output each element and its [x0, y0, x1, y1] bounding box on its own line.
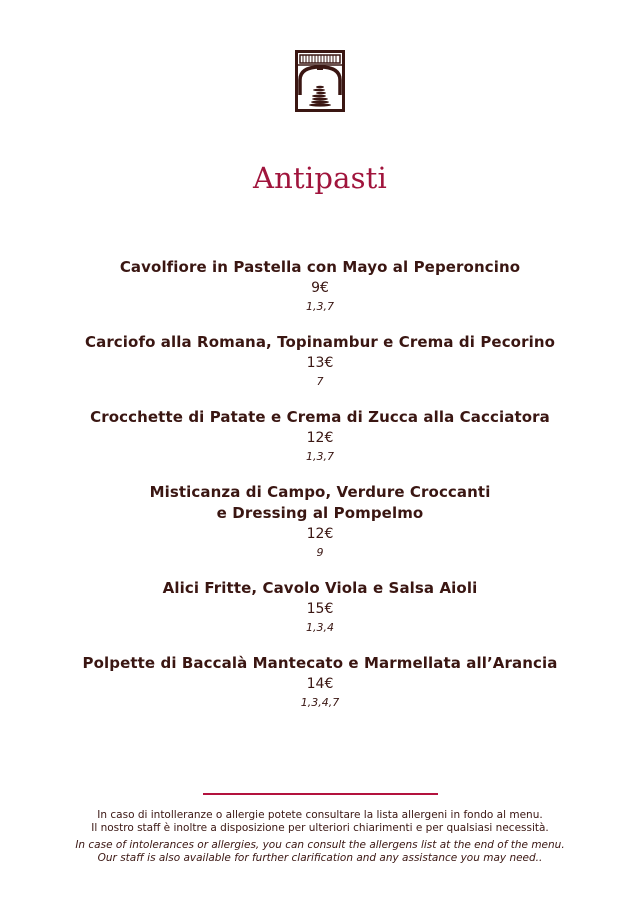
allergen-notes	[0, 809, 640, 876]
item-name: Polpette di Baccalà Mantecato e Marmellata all’Arancia	[82, 654, 558, 672]
item-allergens: 1,3,7	[306, 450, 334, 463]
note-italian-line-2: Il nostro staff è inoltre a disposizione per ulteriori chiarimenti e per qualsiasi necessità.	[91, 822, 549, 834]
menu-items-list	[0, 257, 640, 728]
item-allergens: 7	[316, 375, 324, 388]
note-english	[0, 839, 640, 865]
item-name-line-2: e Dressing al Pompelmo	[216, 504, 424, 522]
note-italian-line-1: In caso di intolleranze o allergie potete consultare la lista allergeni in fondo al menu.	[97, 809, 543, 821]
item-name: Carciofo alla Romana, Topinambur e Crema di Pecorino	[84, 333, 556, 351]
item-allergens: 1,3,7	[306, 300, 334, 313]
item-allergens: 9	[316, 546, 324, 559]
menu-item	[0, 482, 640, 562]
item-price: 13€	[306, 355, 334, 371]
restaurant-logo	[295, 50, 345, 112]
note-english-line-1: In case of intolerances or allergies, you can consult the allergens list at the end of the menu.	[75, 839, 565, 851]
item-name: Alici Fritte, Cavolo Viola e Salsa Aioli	[162, 579, 478, 597]
item-price: 12€	[306, 526, 334, 542]
item-price: 14€	[306, 676, 334, 692]
item-price: 15€	[306, 601, 334, 617]
menu-item	[0, 407, 640, 466]
item-name-line-1: Misticanza di Campo, Verdure Croccanti	[149, 483, 491, 501]
menu-item	[0, 653, 640, 712]
note-italian	[0, 809, 640, 835]
item-allergens: 1,3,4,7	[300, 696, 340, 709]
item-name: Crocchette di Patate e Crema di Zucca alla Cacciatora	[90, 408, 550, 426]
menu-item	[0, 578, 640, 637]
item-name: Cavolfiore in Pastella con Mayo al Peperoncino	[119, 258, 521, 276]
menu-item	[0, 332, 640, 391]
menu-item	[0, 257, 640, 316]
item-price: 12€	[306, 430, 334, 446]
note-english-line-2: Our staff is also available for further clarification and any assistance you may need..	[97, 852, 543, 864]
item-allergens: 1,3,4	[306, 621, 334, 634]
divider	[203, 793, 438, 795]
section-title: Antipasti	[252, 161, 387, 196]
arch-stones-logo-icon	[295, 50, 345, 112]
item-price: 9€	[311, 280, 329, 296]
